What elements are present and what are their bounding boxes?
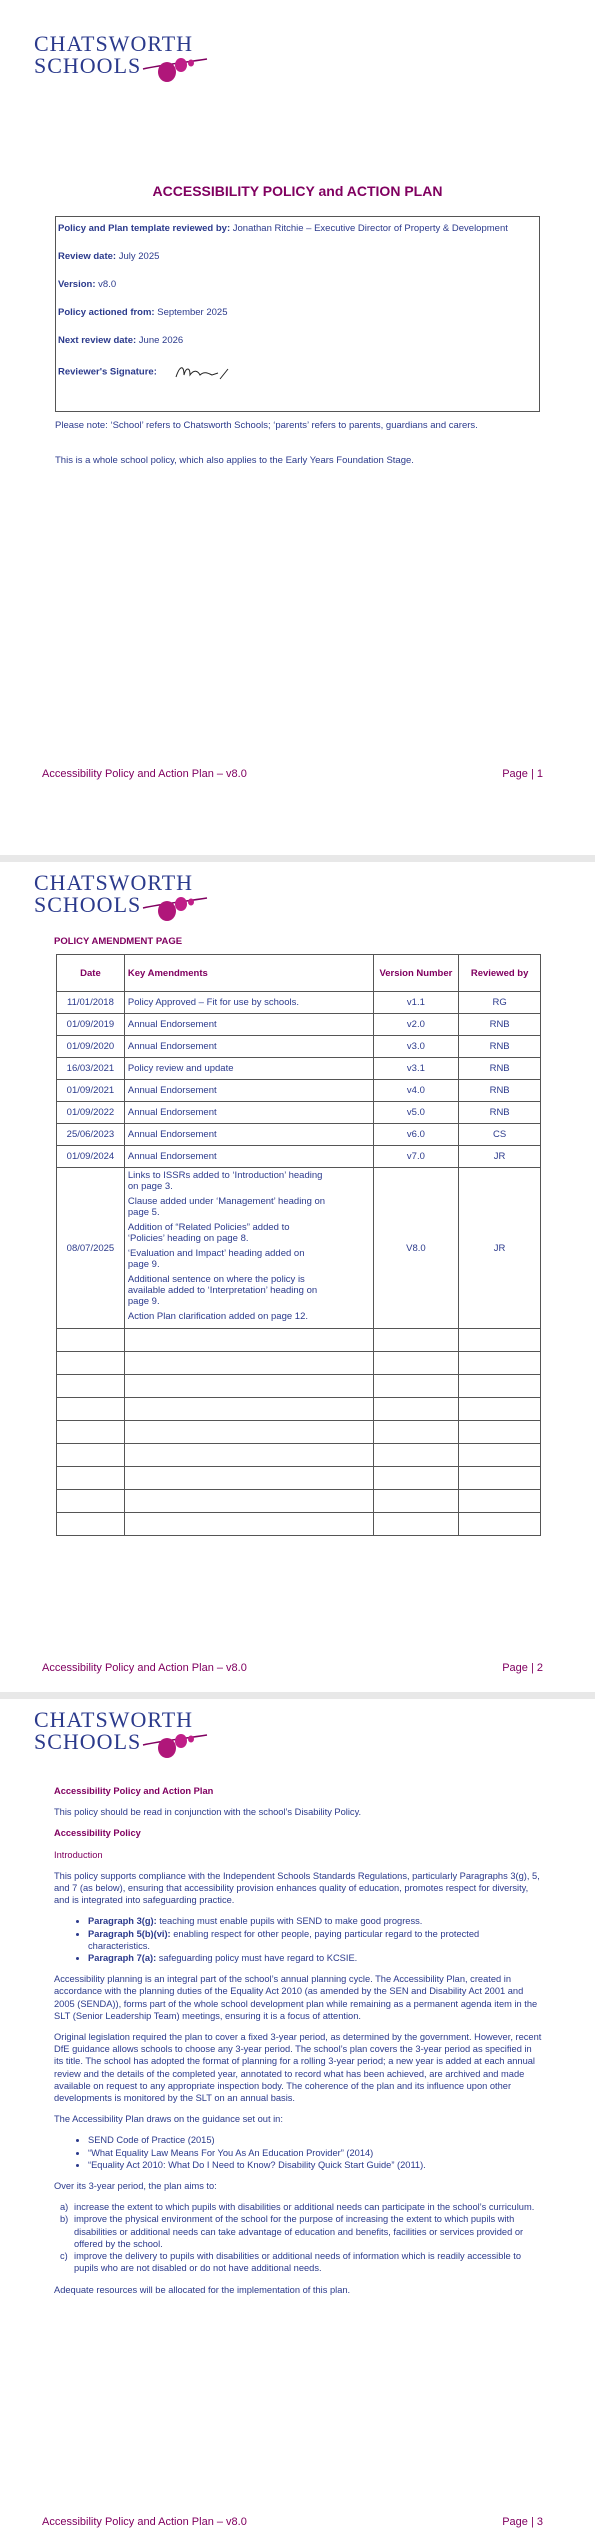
page-2 xyxy=(0,862,595,1692)
cell-date: 01/09/2019 xyxy=(57,1014,125,1036)
empty-cell xyxy=(459,1513,541,1536)
policy-body xyxy=(54,1785,542,2305)
note-school-definition: Please note: ‘School’ refers to Chatsworth Schools; ‘parents’ refers to parents, guardians and carers. xyxy=(55,420,478,431)
empty-cell xyxy=(124,1421,373,1444)
cell-reviewed: RG xyxy=(459,992,541,1014)
cell-version: v2.0 xyxy=(373,1014,459,1036)
empty-table-row xyxy=(57,1421,541,1444)
empty-table-row xyxy=(57,1375,541,1398)
table-row xyxy=(57,1080,541,1102)
empty-cell xyxy=(57,1490,125,1513)
empty-cell xyxy=(373,1375,459,1398)
empty-cell xyxy=(373,1444,459,1467)
cell-amendment: Annual Endorsement xyxy=(124,1080,373,1102)
subheading: Accessibility Policy xyxy=(54,1828,141,1839)
flower-logo-icon xyxy=(141,1731,211,1761)
col-header-date: Date xyxy=(57,955,125,992)
cell-date: 01/09/2022 xyxy=(57,1102,125,1124)
list-item: • SEND Code of Practice (2015) xyxy=(88,2134,542,2146)
list-item-label: Paragraph 3(g): xyxy=(88,1916,157,1927)
empty-cell xyxy=(459,1467,541,1490)
signature-line: Reviewer's Signature: xyxy=(58,363,539,381)
amendment-table xyxy=(56,954,541,1536)
table-row xyxy=(57,1058,541,1080)
page-1 xyxy=(0,0,595,855)
intro-text: This policy should be read in conjunction with the school’s Disability Policy. xyxy=(54,1807,362,1818)
list-item xyxy=(60,2213,542,2250)
empty-cell xyxy=(459,1421,541,1444)
empty-cell xyxy=(373,1490,459,1513)
list-item-label: Paragraph 5(b)(vi): xyxy=(88,1928,171,1939)
paragraph-1: This policy supports compliance with the Independent Schools Standards Regulations, particularly Paragraphs 3(g), 5, and 7 (as below), ensuring that accessibility provision enhances quality of education, promotes respect for diversity, and is integrated into safeguarding practice. xyxy=(54,1870,540,1906)
cell-date: 08/07/2025 xyxy=(57,1168,125,1329)
note-whole-school: This is a whole school policy, which also applies to the Early Years Foundation Stage. xyxy=(55,455,414,466)
cell-version: V8.0 xyxy=(373,1168,459,1329)
section-heading: Accessibility Policy and Action Plan xyxy=(54,1786,214,1796)
cell-version: v1.1 xyxy=(373,992,459,1014)
list-item-letter: a) xyxy=(60,2202,69,2213)
empty-cell xyxy=(373,1421,459,1444)
paragraph-5: Over its 3-year period, the plan aims to: xyxy=(54,2181,217,2192)
paragraph-3: Original legislation required the plan to cover a fixed 3-year period, as determined by the government. However, recent DfE guidance allows schools to choose any 3-year period. The school’s plan covers the 3-year period as specified in its title. The school has adopted the format of planning for a rolling 3-year period; a new year is added at each annual review and the details of the completed year, annotated to record what has been achieved, are archived and made available on request to any appropriate inspection body. The coherence of the plan and its influence upon other developments is monitored by the SLT on an annual basis. xyxy=(54,2032,542,2104)
empty-cell xyxy=(459,1329,541,1352)
cell-amendment: Annual Endorsement xyxy=(124,1124,373,1146)
amendment-line: Clause added under ‘Management’ heading on page 5. xyxy=(127,1196,326,1218)
paragraph-2: Accessibility planning is an integral part of the school’s annual planning cycle. The Accessibility Plan, created in accordance with the planning duties of the Equality Act 2010 (as amended by the SEN and Disability Act 2001 and 2005 (SENDA)), forms part of the whole school development plan while remaining as a permanent agenda item in the SLT (Senior Leadership Team) meetings, ensuring it is a focus of attention. xyxy=(54,1974,538,2021)
cell-amendment: Annual Endorsement xyxy=(124,1014,373,1036)
reviewed-by-line: Policy and Plan template reviewed by: Jonathan Ritchie – Executive Director of Property & Development xyxy=(58,223,508,234)
list-item-text: teaching must enable pupils with SEND to make good progress. xyxy=(156,1916,423,1927)
empty-cell xyxy=(373,1398,459,1421)
empty-cell xyxy=(57,1352,125,1375)
table-row xyxy=(57,1014,541,1036)
empty-cell xyxy=(373,1329,459,1352)
empty-table-row xyxy=(57,1467,541,1490)
empty-cell xyxy=(124,1375,373,1398)
empty-cell xyxy=(124,1329,373,1352)
amendment-heading: POLICY AMENDMENT PAGE xyxy=(54,936,183,947)
cell-amendment: Policy Approved – Fit for use by schools. xyxy=(124,992,373,1014)
introduction-label: Introduction xyxy=(54,1849,103,1860)
list-item-letter: c) xyxy=(60,2251,68,2262)
cell-date: 11/01/2018 xyxy=(57,992,125,1014)
aims-list xyxy=(54,2201,542,2274)
empty-cell xyxy=(459,1444,541,1467)
page-footer: Accessibility Policy and Action Plan – v8.0 Page | 2 xyxy=(42,1662,543,1674)
list-item-letter: b) xyxy=(60,2214,69,2225)
cell-reviewed: RNB xyxy=(459,1014,541,1036)
list-item xyxy=(88,1952,542,1964)
cell-version: v5.0 xyxy=(373,1102,459,1124)
isr-paragraph-list xyxy=(54,1915,542,1964)
empty-cell xyxy=(57,1467,125,1490)
page-title: ACCESSIBILITY POLICY and ACTION PLAN xyxy=(152,183,443,199)
empty-table-row xyxy=(57,1329,541,1352)
amendment-line: Action Plan clarification added on page 12. xyxy=(127,1311,308,1322)
empty-cell xyxy=(57,1329,125,1352)
amendment-line: Addition of “Related Policies” added to ‘Policies’ heading on page 8. xyxy=(127,1222,290,1244)
cell-amendment: Annual Endorsement xyxy=(124,1102,373,1124)
empty-cell xyxy=(373,1352,459,1375)
cell-amendment: Annual Endorsement xyxy=(124,1036,373,1058)
cell-version: v4.0 xyxy=(373,1080,459,1102)
list-item-text: enabling respect for other people, paying particular regard to the protected characteristics. xyxy=(88,1928,480,1951)
cell-version: v6.0 xyxy=(373,1124,459,1146)
cell-reviewed: RNB xyxy=(459,1058,541,1080)
list-item xyxy=(88,1928,542,1952)
cell-date: 16/03/2021 xyxy=(57,1058,125,1080)
version-line: Version: v8.0 xyxy=(58,279,117,290)
empty-cell xyxy=(124,1444,373,1467)
chatsworth-logo: CHATSWORTH SCHOOLS xyxy=(34,872,193,916)
flower-logo-icon xyxy=(141,55,211,85)
empty-cell xyxy=(373,1467,459,1490)
paragraph-6: Adequate resources will be allocated for the implementation of this plan. xyxy=(54,2284,351,2295)
list-item xyxy=(60,2201,542,2213)
list-item-text: safeguarding policy must have regard to KCSIE. xyxy=(156,1953,358,1964)
list-item-text: improve the delivery to pupils with disabilities or additional needs of information which is readily accessible to pupils who are not disabled or do not have additional needs. xyxy=(74,2251,521,2274)
empty-cell xyxy=(57,1398,125,1421)
cell-version: v3.0 xyxy=(373,1036,459,1058)
chatsworth-logo: CHATSWORTH SCHOOLS xyxy=(34,1709,193,1753)
review-date-line: Review date: July 2025 xyxy=(58,251,160,262)
empty-cell xyxy=(57,1375,125,1398)
cell-date: 25/06/2023 xyxy=(57,1124,125,1146)
cell-reviewed: CS xyxy=(459,1124,541,1146)
page-footer: Accessibility Policy and Action Plan – v8.0 Page | 1 xyxy=(42,768,543,780)
cell-version: v7.0 xyxy=(373,1146,459,1168)
col-header-reviewed: Reviewed by xyxy=(459,955,541,992)
cell-version: v3.1 xyxy=(373,1058,459,1080)
list-item-label: Paragraph 7(a): xyxy=(88,1953,157,1964)
amendment-line: Additional sentence on where the policy is available added to ‘Interpretation’ heading on page 9. xyxy=(127,1274,318,1307)
page-3 xyxy=(0,1699,595,2536)
cell-reviewed: RNB xyxy=(459,1080,541,1102)
empty-cell xyxy=(124,1398,373,1421)
empty-cell xyxy=(57,1421,125,1444)
cell-amendment: Annual Endorsement xyxy=(124,1146,373,1168)
list-item xyxy=(88,1915,542,1927)
guidance-list xyxy=(54,2134,542,2171)
list-item: • “Equality Act 2010: What Do I Need to Know? Disability Quick Start Guide” (2011). xyxy=(88,2159,542,2171)
table-row xyxy=(57,1168,541,1329)
amendment-line: Links to ISSRs added to ‘Introduction’ heading on page 3. xyxy=(127,1170,323,1192)
cell-reviewed: JR xyxy=(459,1146,541,1168)
table-row xyxy=(57,1146,541,1168)
cell-date: 01/09/2024 xyxy=(57,1146,125,1168)
empty-cell xyxy=(124,1490,373,1513)
cell-reviewed: RNB xyxy=(459,1102,541,1124)
empty-cell xyxy=(124,1467,373,1490)
empty-cell xyxy=(373,1513,459,1536)
cell-reviewed: JR xyxy=(459,1168,541,1329)
empty-cell xyxy=(57,1513,125,1536)
empty-cell xyxy=(459,1352,541,1375)
col-header-version: Version Number xyxy=(373,955,459,992)
list-item-text: increase the extent to which pupils with disabilities or additional needs can participate in the school’s curriculum. xyxy=(74,2202,535,2213)
actioned-line: Policy actioned from: September 2025 xyxy=(58,307,228,318)
empty-cell xyxy=(459,1375,541,1398)
cell-date: 01/09/2021 xyxy=(57,1080,125,1102)
empty-cell xyxy=(459,1490,541,1513)
empty-table-row xyxy=(57,1444,541,1467)
empty-cell xyxy=(459,1398,541,1421)
empty-cell xyxy=(57,1444,125,1467)
policy-info-box xyxy=(55,216,540,412)
cell-reviewed: RNB xyxy=(459,1036,541,1058)
list-item xyxy=(60,2250,542,2274)
col-header-amendments: Key Amendments xyxy=(124,955,373,992)
table-row xyxy=(57,1036,541,1058)
cell-date: 01/09/2020 xyxy=(57,1036,125,1058)
list-item: • “What Equality Law Means For You As An Education Provider” (2014) xyxy=(88,2147,542,2159)
table-row xyxy=(57,1124,541,1146)
next-review-line: Next review date: June 2026 xyxy=(58,335,184,346)
empty-cell xyxy=(124,1513,373,1536)
empty-table-row xyxy=(57,1490,541,1513)
page-footer: Accessibility Policy and Action Plan – v8.0 Page | 3 xyxy=(42,2516,543,2528)
empty-cell xyxy=(124,1352,373,1375)
empty-table-row xyxy=(57,1352,541,1375)
empty-table-row xyxy=(57,1398,541,1421)
empty-table-row xyxy=(57,1513,541,1536)
chatsworth-logo: CHATSWORTH SCHOOLS xyxy=(34,33,193,77)
table-row xyxy=(57,992,541,1014)
signature-icon xyxy=(174,363,234,381)
amendment-line: ‘Evaluation and Impact’ heading added on page 9. xyxy=(127,1248,305,1270)
table-row xyxy=(57,1102,541,1124)
cell-amendment xyxy=(124,1168,373,1329)
list-item-text: improve the physical environment of the school for the purpose of increasing the extent to which pupils with disabilities or additional needs can take advantage of education and benefits, facilities or services provided or offered by the school. xyxy=(74,2214,524,2249)
flower-logo-icon xyxy=(141,894,211,924)
paragraph-4: The Accessibility Plan draws on the guidance set out in: xyxy=(54,2114,283,2125)
cell-amendment: Policy review and update xyxy=(124,1058,373,1080)
